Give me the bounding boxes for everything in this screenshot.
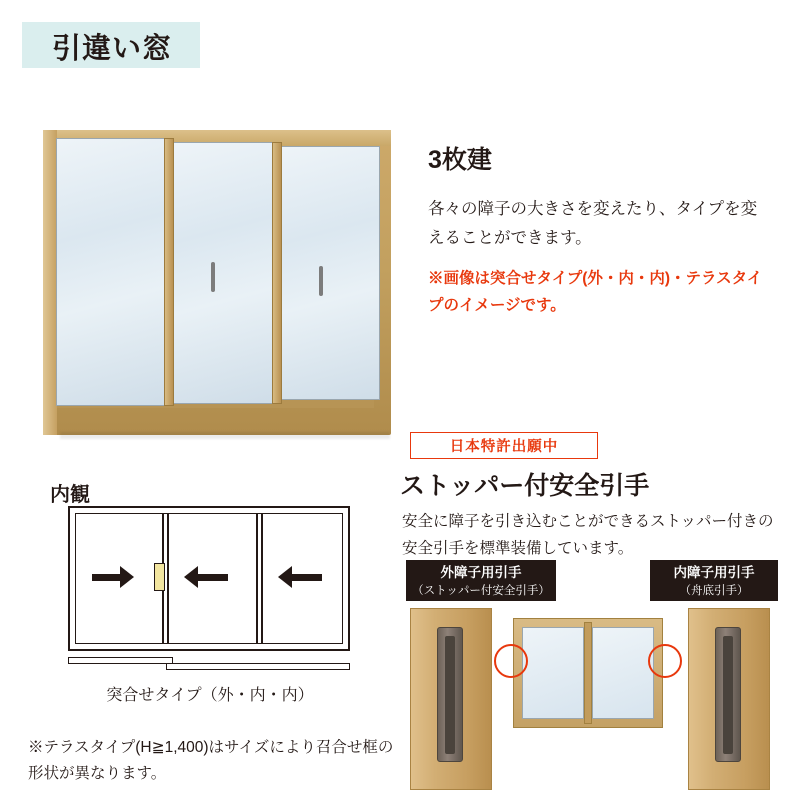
handle-center-glass-1 <box>522 627 584 719</box>
window-illustration <box>40 120 395 440</box>
handle-callout-circle-left <box>494 644 528 678</box>
window-glass-pane-3 <box>276 146 380 400</box>
section-note-3mai: ※画像は突合せタイプ(外・内・内)・テラスタイプのイメージです。 <box>428 270 763 315</box>
handle-slot-outer <box>437 627 463 762</box>
naikan-diagram <box>68 506 350 651</box>
section-body-stopper: 安全に障子を引き込むことができるストッパー付きの安全引手を標準装備しています。 <box>402 513 774 558</box>
naikan-caption: 突合せタイプ（外・内・内） <box>106 687 314 704</box>
naikan-plan-track-outer <box>68 657 173 664</box>
naikan-mullion-2a <box>256 513 258 644</box>
handle-tag-inner-sub: （舟底引手） <box>679 584 749 597</box>
handle-tag-outer-main: 外障子用引手 <box>440 565 522 580</box>
handle-photo-outer-door <box>410 608 492 790</box>
naikan-mullion-1b <box>167 513 169 644</box>
window-glass-pane-2 <box>168 142 276 404</box>
handle-slot-outer-recess <box>445 636 455 754</box>
handle-detail-group <box>398 560 778 790</box>
window-handle-icon-2 <box>319 266 323 296</box>
page-title: 引違い窓 <box>52 33 173 65</box>
window-shadow <box>60 432 390 439</box>
window-sash-stile-2 <box>272 142 282 404</box>
handle-center-glass-2 <box>592 627 654 719</box>
naikan-lock-icon <box>154 563 165 591</box>
section-title-stopper: ストッパー付安全引手 <box>400 472 650 500</box>
window-handle-icon-1 <box>211 262 215 292</box>
handle-slot-inner <box>715 627 741 762</box>
handle-tag-inner-main: 内障子用引手 <box>673 565 755 580</box>
naikan-label: 内観 <box>50 484 90 506</box>
section-body-3mai: 各々の障子の大きさを変えたり、タイプを変えることができます。 <box>428 200 758 247</box>
naikan-plan-view <box>68 657 350 671</box>
window-frame <box>40 120 395 440</box>
handle-tag-outer-sub: （ストッパー付安全引手） <box>412 584 550 597</box>
handle-tag-inner <box>650 560 778 601</box>
handle-callout-circle-right <box>648 644 682 678</box>
window-frame-left-bevel <box>43 130 57 435</box>
window-glass-pane-1 <box>56 138 168 406</box>
footnote: ※テラスタイプ(H≧1,400)はサイズにより召合せ框の形状が異なります。 <box>28 739 394 783</box>
handle-tag-outer <box>406 560 556 601</box>
handle-center-window <box>513 618 663 728</box>
patent-badge: 日本特許出願中 <box>410 432 598 459</box>
section-title-3mai: 3枚建 <box>428 146 492 174</box>
naikan-plan-track-inner <box>166 663 350 670</box>
handle-center-mullion <box>584 622 592 724</box>
handle-photo-inner-door <box>688 608 770 790</box>
window-sash-stile-1 <box>164 138 174 406</box>
naikan-mullion-2b <box>261 513 263 644</box>
handle-slot-inner-recess <box>723 636 733 754</box>
